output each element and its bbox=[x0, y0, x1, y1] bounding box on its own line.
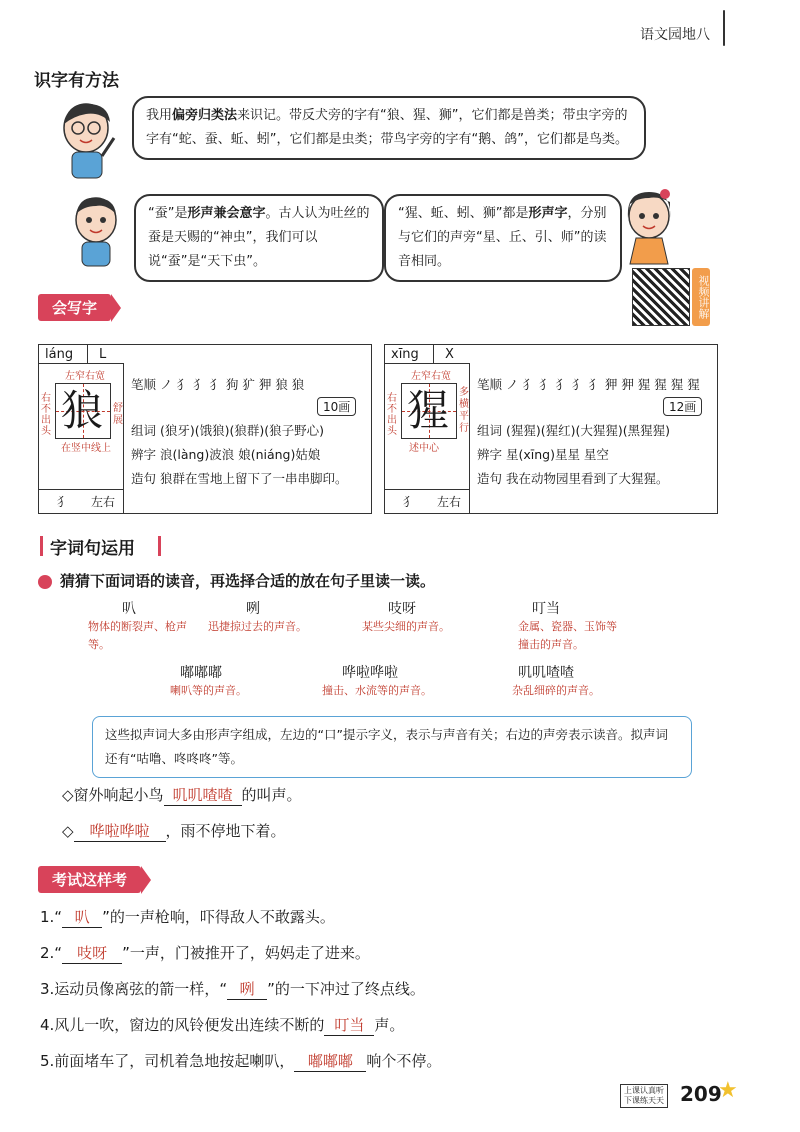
usage-instruction: 猜猜下面词语的读音，再选择合适的放在句子里读一读。 bbox=[60, 572, 436, 590]
method-bubble-1 bbox=[132, 96, 646, 160]
usage-tag-bar bbox=[40, 536, 43, 556]
exam-answer-3[interactable]: 咧 bbox=[227, 978, 267, 1000]
word-row-2 bbox=[88, 662, 688, 702]
exam-tag: 考试这样考 bbox=[38, 866, 141, 893]
lang-pinyin: láng bbox=[45, 347, 74, 362]
bubble1-post: 来识记。带反犬旁的字有“狼、猩、狮”，它们都是兽类；带虫字旁的字有“蛇、蚕、蚯、蚓”，它们都是虫类；带鸟字旁的字有“鹅、鸽”，它们都是鸟类。 bbox=[146, 108, 628, 147]
lang-cap: L bbox=[99, 347, 107, 362]
usage-tag: 字词句运用 bbox=[50, 539, 135, 559]
usage-answer-1[interactable]: 叽叽喳喳 bbox=[164, 784, 242, 806]
xing-structure: 左右 bbox=[437, 495, 462, 509]
char-card-lang bbox=[38, 344, 372, 514]
girl-avatar bbox=[618, 186, 680, 266]
xing-top-note: 左窄右宽 bbox=[411, 371, 451, 382]
note-dingdang: 金属、瓷器、玉饰等撞击的声音。 bbox=[518, 620, 617, 651]
word-zhiya: 吱呀 bbox=[388, 601, 416, 617]
xing-char: 猩 bbox=[407, 386, 450, 435]
lang-bottom-rule bbox=[39, 489, 123, 490]
word-lie: 咧 bbox=[246, 601, 260, 617]
exam-q4: 4.风儿一吹，窗边的风铃便发出连续不断的 叮当 声。 bbox=[40, 1016, 405, 1034]
boy2-avatar bbox=[66, 192, 126, 268]
word-hualahuala: 哗啦哗啦 bbox=[342, 665, 398, 681]
note-hualahuala: 撞击、水流等的声音。 bbox=[322, 684, 432, 697]
bubble3-pre: “猩、蚯、蚓、狮”都是 bbox=[398, 206, 529, 221]
method-bubble-3 bbox=[384, 194, 622, 282]
star-icon: ★ bbox=[718, 1078, 738, 1103]
exam-answer-1[interactable]: 叭 bbox=[62, 906, 102, 928]
bubble1-pre: 我用 bbox=[146, 108, 173, 123]
exam-answer-5[interactable]: 嘟嘟嘟 bbox=[294, 1050, 366, 1072]
bubble2-bold: 形声兼会意字 bbox=[187, 206, 266, 221]
exam-q2: 2.“ 吱呀 ”一声，门被推开了，妈妈走了进来。 bbox=[40, 944, 370, 962]
lang-count: 10画 bbox=[317, 397, 356, 416]
usage-tip: 这些拟声词大多由形声字组成，左边的“口”提示字义，表示与声音有关；右边的声旁表示读音。拟声词还有“咕噜、咚咚咚”等。 bbox=[92, 716, 692, 778]
bubble3-post: ，分别与它们的声旁“星、丘、引、师”的读音相同。 bbox=[398, 206, 607, 269]
note-jijizhazha: 杂乱细碎的声音。 bbox=[512, 684, 600, 697]
xing-bottom-note: 述中心 bbox=[409, 443, 439, 454]
usage-sentence-2: ◇ 哗啦哗啦 ，雨不停地下着。 bbox=[62, 822, 286, 840]
bubble2-post: 。古人认为吐丝的蚕是天赐的“神虫”，我们可以说“蚕”是“天下虫”。 bbox=[148, 206, 370, 269]
footer-slogan: 上课认真听 下课练天天 bbox=[620, 1084, 668, 1108]
xing-divider bbox=[433, 345, 434, 363]
exam-answer-4[interactable]: 叮当 bbox=[324, 1014, 374, 1036]
boy-avatar bbox=[56, 98, 120, 180]
lang-radical: 犭 bbox=[57, 495, 70, 509]
bubble1-bold: 偏旁归类法 bbox=[172, 108, 238, 123]
instruction-icon bbox=[38, 575, 52, 589]
note-zhiya: 某些尖细的声音。 bbox=[362, 620, 450, 633]
xing-char-box bbox=[401, 383, 457, 439]
lang-left-note: 右不出头 bbox=[41, 393, 51, 437]
exam-q1: 1.“ 叭 ”的一声枪响，吓得敌人不敢露头。 bbox=[40, 908, 335, 926]
xing-bottom-rule bbox=[385, 489, 469, 490]
lang-divider bbox=[87, 345, 88, 363]
word-row-1 bbox=[88, 598, 688, 658]
xing-pinyin: xīng bbox=[391, 347, 419, 362]
xing-strokes: 笔顺 ノ 犭 犭 犭 犭 犭 狎 狎 猩 猩 猩 猩 bbox=[477, 377, 700, 392]
xing-sentence: 造句 我在动物园里看到了大猩猩。 bbox=[477, 471, 669, 486]
word-dingdang: 叮当 bbox=[532, 601, 560, 617]
xing-radical: 犭 bbox=[403, 495, 416, 509]
word-ba: 叭 bbox=[122, 601, 136, 617]
xing-words: 组词 (猩猩)(猩红)(大猩猩)(黑猩猩) bbox=[477, 423, 670, 438]
lang-top-note: 左窄右宽 bbox=[65, 371, 105, 382]
method-bubble-2 bbox=[134, 194, 384, 282]
lang-strokes: 笔顺 ノ 犭 犭 犭 狗 犷 狎 狼 狼 bbox=[131, 377, 305, 392]
word-jijizhazha: 叽叽喳喳 bbox=[518, 665, 574, 681]
char-card-xing bbox=[384, 344, 718, 514]
exam-q5: 5.前面堵车了，司机着急地按起喇叭， 嘟嘟嘟 响个不停。 bbox=[40, 1052, 442, 1070]
xing-left-note: 右不出头 bbox=[387, 393, 397, 437]
lang-words: 组词 (狼牙)(饿狼)(狼群)(狼子野心) bbox=[131, 423, 324, 438]
lang-char-box bbox=[55, 383, 111, 439]
exam-q3: 3.运动员像离弦的箭一样，“ 咧 ”的一下冲过了终点线。 bbox=[40, 980, 425, 998]
xing-right-note: 多横平行 bbox=[459, 387, 469, 434]
lang-char: 狼 bbox=[61, 386, 104, 435]
xing-count: 12画 bbox=[663, 397, 702, 416]
lang-right-note: 舒展 bbox=[113, 403, 123, 426]
qr-code[interactable] bbox=[632, 268, 690, 326]
usage-answer-2[interactable]: 哗啦哗啦 bbox=[74, 820, 166, 842]
method-title: 识字有方法 bbox=[34, 71, 119, 91]
page-header-title: 语文园地八 bbox=[640, 27, 710, 43]
usage-tag-bar-right bbox=[158, 536, 161, 556]
xing-distinguish: 辨字 星(xīng)星星 星空 bbox=[477, 447, 609, 462]
lang-bottom-note: 在竖中线上 bbox=[61, 443, 111, 454]
page-number: 209 bbox=[680, 1082, 722, 1106]
bubble3-bold: 形声字 bbox=[528, 206, 568, 221]
note-ba: 物体的断裂声、枪声等。 bbox=[88, 620, 187, 651]
header-divider bbox=[723, 10, 725, 46]
usage-sentence-1: ◇窗外响起小鸟 叽叽喳喳 的叫声。 bbox=[62, 786, 302, 804]
write-tag: 会写字 bbox=[38, 294, 111, 321]
xing-cap: X bbox=[445, 347, 454, 362]
word-dududu: 嘟嘟嘟 bbox=[180, 665, 222, 681]
lang-structure: 左右 bbox=[91, 495, 116, 509]
note-dududu: 喇叭等的声音。 bbox=[170, 684, 247, 697]
note-lie: 迅捷掠过去的声音。 bbox=[208, 620, 307, 633]
lang-distinguish: 辨字 浪(làng)波浪 娘(niáng)姑娘 bbox=[131, 447, 321, 462]
lang-sentence: 造句 狼群在雪地上留下了一串串脚印。 bbox=[131, 471, 348, 486]
qr-label: 视频讲解 bbox=[692, 268, 710, 326]
exam-answer-2[interactable]: 吱呀 bbox=[62, 942, 122, 964]
bubble2-pre: “蚕”是 bbox=[148, 206, 188, 221]
